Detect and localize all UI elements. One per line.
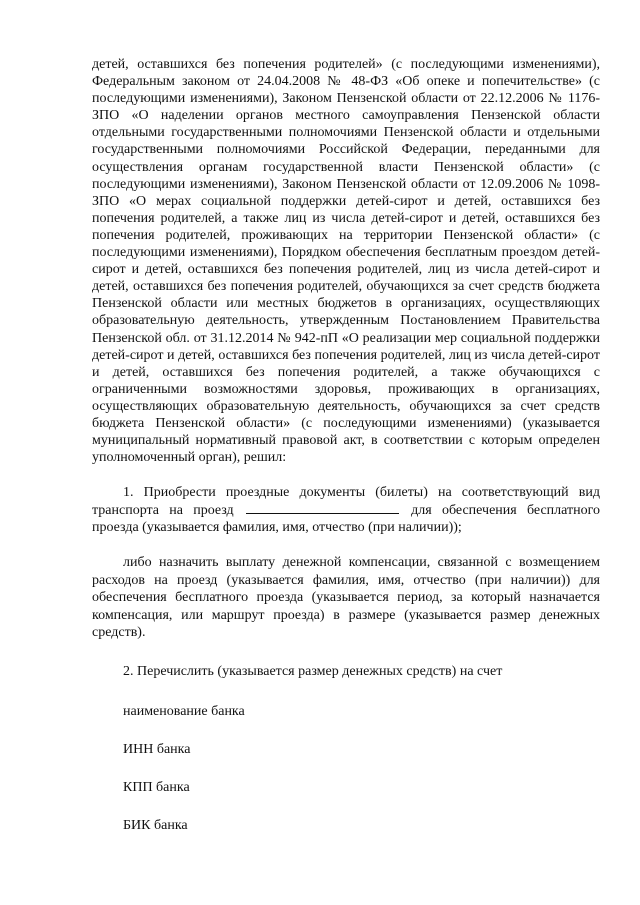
bank-inn-field-label: ИНН банка bbox=[123, 741, 191, 757]
item-1-text-end: для обеспечения бесплатного проезда (указывается фамилия, имя, отчество (при наличии)); bbox=[92, 502, 601, 536]
bank-name-field-label: наименование банка bbox=[123, 703, 245, 719]
legal-basis-paragraph: детей, оставшихся без попечения родителей» (с последующими изменениями), Федеральным законом от 24.04.2008 № 48-ФЗ «Об опеке и попечительстве» (с последующими изменениями), Законом Пензенской области от 22.12.2006 № 1176-ЗПО «О наделении органов местного самоуправления Пензенской области отдельными государственными полномочиями Пензенской области и отдельными государственными полномочиями Российской Федерации, переданными для осуществления органам государственной власти Пензенской области» (с последующими изменениями), Законом Пензенской области от 12.09.2006 № 1098-ЗПО «О мерах социальной поддержки детей-сирот и детей, оставшихся без попечения родителей, а также лиц из числа детей-сирот и детей, оставшихся без попечения родителей, проживающих на территории Пензенской области» (с последующими изменениями), Порядком обеспечения бесплатным проездом детей-сирот и детей, оставшихся без попечения родителей, лиц из числа детей-сирот и детей, оставшихся без попечения родителей, обучающихся за счет средств бюджета Пензенской области или местных бюджетов в организациях, осуществляющих образовательную деятельность, утвержденным Постановлением Правительства Пензенской обл. от 31.12.2014 № 942-пП «О реализации мер социальной поддержки детей-сирот и детей, оставшихся без попечения родителей, лиц из числа детей-сирот и детей, оставшихся без попечения родителей, а также обучающихся с ограниченными возможностями здоровья, проживающих в организациях, осуществляющих образовательную деятельность, обучающихся за счет средств бюджета Пензенской области» (с последующими изменениями) (указывается муниципальный нормативный правовой акт, в соответствии с которым определен уполномоченный орган), решил: bbox=[92, 57, 600, 466]
compensation-alternative-paragraph: либо назначить выплату денежной компенсации, связанной с возмещением расходов на проезд (указывается фамилия, имя, отчество (при наличии)) для обеспечения бесплатного проезда (указывается период, за который назначается компенсация, или маршрут проезда) в размере (указывается размер денежных средств). bbox=[92, 555, 600, 641]
item-1-text-start: 1. Приобрести проездные документы (билеты) на соответствующий вид транспорта на проезд bbox=[92, 485, 600, 518]
document-page bbox=[92, 56, 600, 834]
bank-bik-field-label: БИК банка bbox=[123, 817, 188, 833]
fill-in-blank-line bbox=[246, 512, 399, 514]
item-1-paragraph bbox=[92, 484, 600, 537]
bank-kpp-field-label: КПП банка bbox=[123, 779, 190, 795]
item-2-paragraph: 2. Перечислить (указывается размер денежных средств) на счет bbox=[123, 664, 503, 679]
